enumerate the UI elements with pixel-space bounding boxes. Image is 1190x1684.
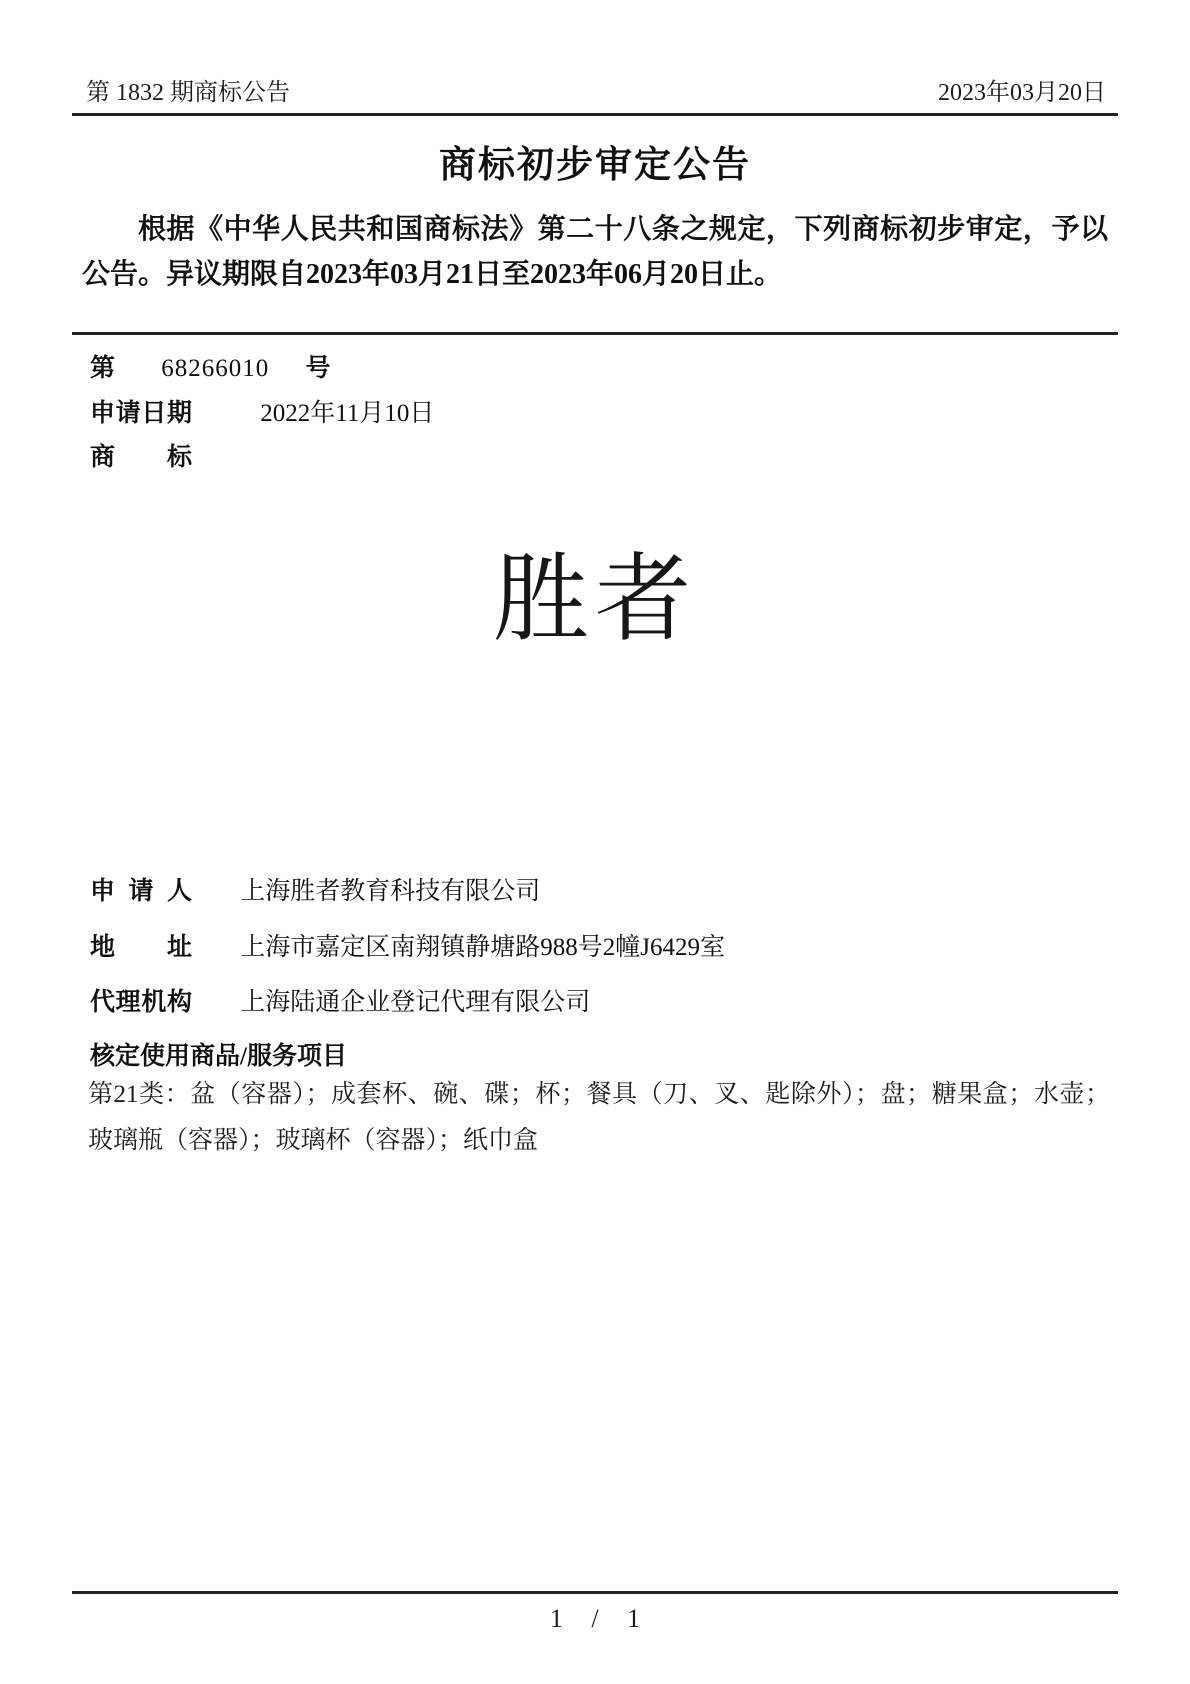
registration-number: 68266010 <box>161 355 270 382</box>
trademark-label-row <box>90 437 192 473</box>
agency-label: 代理机构 <box>90 989 192 1016</box>
agency-row <box>90 982 590 1018</box>
gazette-date-label: 2023年03月20日 <box>938 80 1106 106</box>
trademark-label: 商标 <box>90 444 192 471</box>
page-number-separator: / <box>591 1604 599 1633</box>
application-date-row <box>90 393 434 429</box>
address-label: 地址 <box>90 934 192 961</box>
applicant-label: 申请人 <box>90 878 192 905</box>
registration-number-prefix: 第 <box>90 355 116 382</box>
address-row <box>90 927 725 963</box>
application-date-value: 2022年11月10日 <box>260 400 435 427</box>
registration-number-row <box>90 348 331 384</box>
registration-number-suffix: 号 <box>305 355 331 382</box>
address-value: 上海市嘉定区南翔镇静塘路988号2幢J6429室 <box>240 934 725 961</box>
notice-paragraph: 根据《中华人民共和国商标法》第二十八条之规定，下列商标初步审定，予以公告。异议期限自2023年03月21日至2023年06月20日止。 <box>82 214 1108 290</box>
footer-divider-line <box>72 1591 1118 1594</box>
header-divider-line <box>72 113 1118 116</box>
page-number-current: 1 <box>549 1604 563 1633</box>
goods-services-heading: 核定使用商品/服务项目 <box>90 1043 347 1070</box>
trademark-image-text: 胜者 <box>493 546 697 653</box>
goods-services-list: 第21类：盆（容器）；成套杯、碗、碟；杯；餐具（刀、叉、匙除外）；盘；糖果盒；水壶；玻璃瓶（容器）；玻璃杯（容器）；纸巾盒 <box>88 1081 1110 1154</box>
page-header <box>86 72 1106 107</box>
gazette-issue-label: 第 1832 期商标公告 <box>86 80 290 106</box>
page-number-total: 1 <box>627 1604 641 1633</box>
record-divider-line <box>72 332 1118 335</box>
applicant-row <box>90 871 540 907</box>
applicant-value: 上海胜者教育科技有限公司 <box>240 878 541 905</box>
agency-value: 上海陆通企业登记代理有限公司 <box>240 989 591 1016</box>
document-title: 商标初步审定公告 <box>439 145 751 186</box>
page-number <box>0 1604 1190 1634</box>
application-date-label: 申请日期 <box>90 400 192 427</box>
